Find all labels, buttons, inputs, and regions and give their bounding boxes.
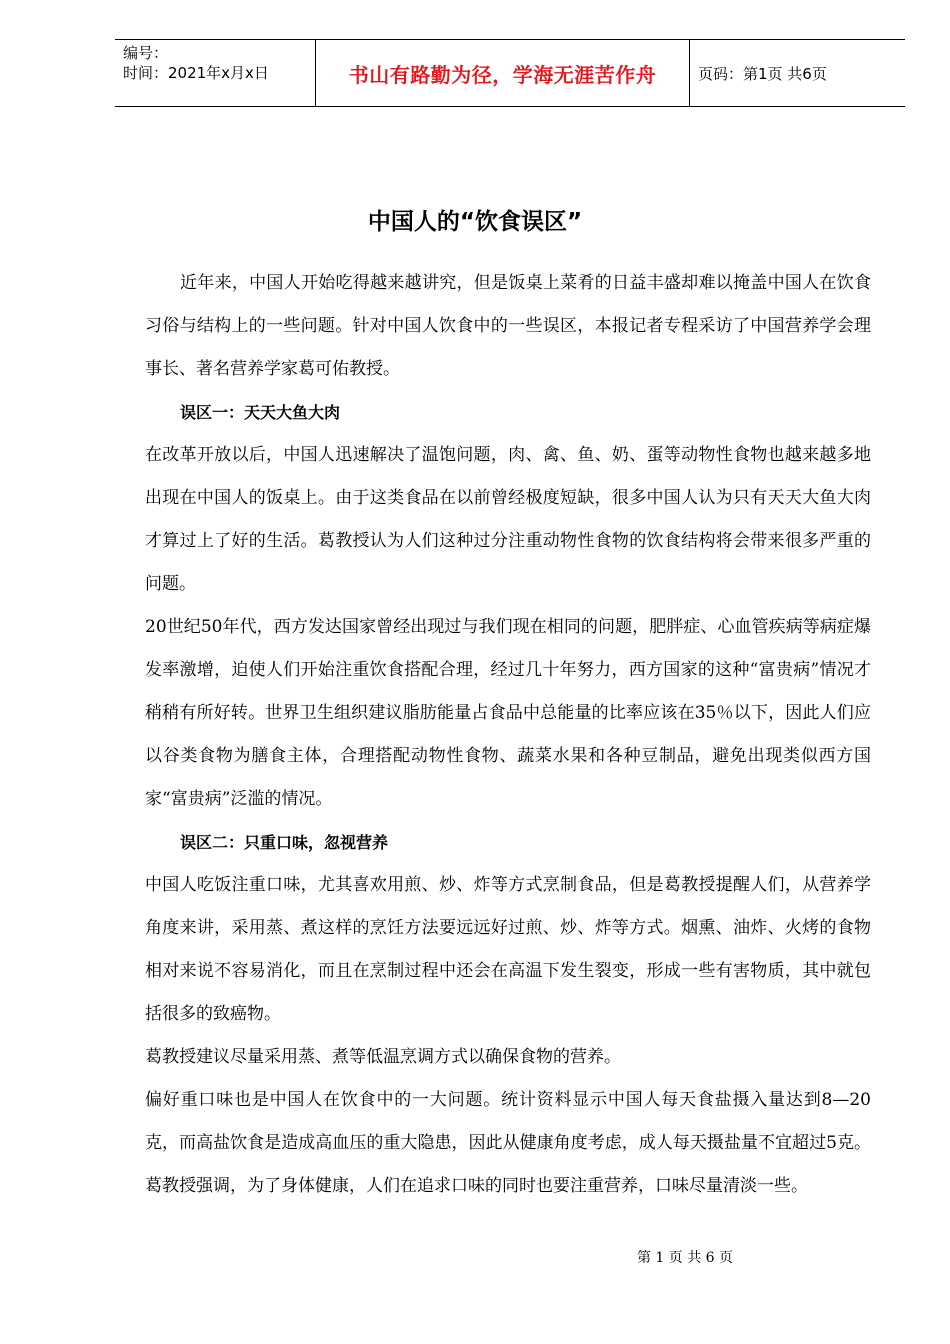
document-title: 中国人的“饮食误区” (367, 209, 583, 235)
body-paragraph: 在改革开放以后，中国人迅速解决了温饱问题，肉、禽、鱼、奶、蛋等动物性食物也越来越多地出现在中国人的饭桌上。由于这类食品在以前曾经极度短缺，很多中国人认为只有天天大鱼大肉才算过上了好的生活。葛教授认为人们这种过分注重动物性食物的饮食结构将会带来很多严重的问题。 (145, 445, 871, 594)
section-heading-2: 误区二：只重口味，忽视营养 (180, 833, 389, 852)
header-page-info: 页码：第1页 共6页 (698, 64, 827, 83)
intro-paragraph: 近年来，中国人开始吃得越来越讲究，但是饭桌上菜肴的日益丰盛却难以掩盖中国人在饮食习俗与结构上的一些问题。针对中国人饮食中的一些误区，本报记者专程采访了中国营养学会理事长、著名营养学家葛可佑教授。 (145, 273, 871, 379)
body-paragraph: 20世纪50年代，西方发达国家曾经出现过与我们现在相同的问题，肥胖症、心血管疾病等病症爆发率激增，迫使人们开始注重饮食搭配合理，经过几十年努力，西方国家的这种“富贵病”情况才稍稍有所好转。世界卫生组织建议脂肪能量占食品中总能量的比率应该在35％以下，因此人们应以谷类食物为膳食主体，合理搭配动物性食物、蔬菜水果和各种豆制品，避免出现类似西方国家“富贵病”泛滥的情况。 (145, 617, 871, 809)
header-slogan: 书山有路勤为径，学海无涯苦作舟 (316, 40, 690, 106)
body-paragraph: 中国人吃饭注重口味，尤其喜欢用煎、炒、炸等方式烹制食品，但是葛教授提醒人们，从营养学角度来讲，采用蒸、煮这样的烹饪方法要远远好过煎、炒、炸等方式。烟熏、油炸、火烤的食物相对来说不容易消化，而且在烹制过程中还会在高温下发生裂变，形成一些有害物质，其中就包括很多的致癌物。 (145, 875, 871, 1024)
document-body (145, 262, 871, 1208)
body-paragraph: 偏好重口味也是中国人在饮食中的一大问题。统计资料显示中国人每天食盐摄入量达到8—20克，而高盐饮食是造成高血压的重大隐患，因此从健康角度考虑，成人每天摄盐量不宜超过5克。葛教授强调，为了身体健康，人们在追求口味的同时也要注重营养，口味尽量清淡一些。 (145, 1090, 871, 1196)
body-paragraph: 葛教授建议尽量采用蒸、煮等低温烹调方式以确保食物的营养。 (145, 1047, 621, 1067)
footer-page-number: 第 1 页 共 6 页 (636, 1250, 734, 1266)
page-header (115, 39, 905, 107)
time-label: 时间：2021年x月x日 (123, 64, 269, 82)
section-heading-1: 误区一：天天大鱼大肉 (180, 403, 341, 422)
header-meta (115, 40, 316, 106)
number-label: 编号： (123, 44, 169, 62)
page-footer (0, 1247, 950, 1267)
